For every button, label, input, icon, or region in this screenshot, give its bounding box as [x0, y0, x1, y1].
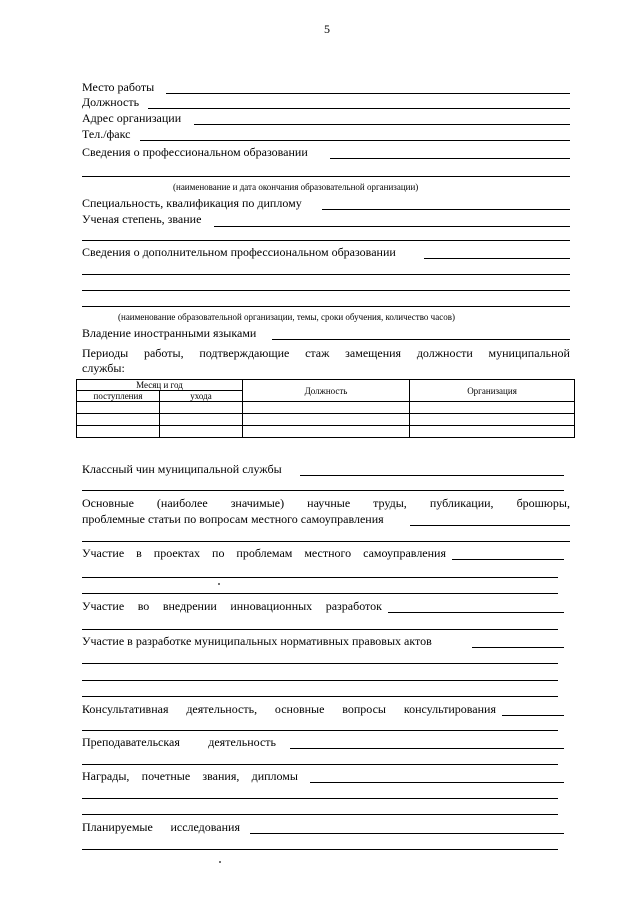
phone-fax-field[interactable]	[140, 140, 570, 141]
label-legal-acts: Участие в разработке муниципальных нормативных правовых актов	[82, 634, 432, 648]
projects-word-3: проектах	[153, 546, 201, 560]
works-word-6: публикации,	[429, 496, 494, 510]
research-field-2[interactable]	[82, 849, 558, 850]
table-cell[interactable]	[77, 402, 160, 414]
label-org-address: Адрес организации	[82, 111, 182, 125]
awards-word-1: Награды,	[82, 769, 130, 783]
consulting-word-1: Консультативная	[82, 702, 169, 716]
table-cell[interactable]	[160, 414, 243, 426]
table-cell[interactable]	[77, 414, 160, 426]
consulting-word-3: основные	[274, 702, 325, 716]
class-rank-field[interactable]	[300, 475, 564, 476]
scan-speck	[219, 861, 221, 863]
label-additional-education: Сведения о дополнительном профессиональном образовании	[82, 245, 396, 259]
label-awards	[82, 769, 298, 784]
works-word-5: труды,	[373, 496, 407, 510]
works-word-4: научные	[307, 496, 351, 510]
label-prof-education: Сведения о профессиональном образовании	[82, 145, 308, 159]
th-start: поступления	[77, 391, 160, 402]
table-cell[interactable]	[243, 402, 410, 414]
additional-education-field[interactable]	[424, 258, 570, 259]
org-address-field[interactable]	[194, 124, 570, 125]
periods-word-1: Периоды	[82, 346, 129, 360]
periods-word-5: замещения	[345, 346, 402, 360]
label-periods-line2: службы:	[82, 361, 125, 375]
teaching-word-1: Преподавательская	[82, 735, 180, 749]
consulting-word-4: вопросы	[342, 702, 386, 716]
degree-field-2[interactable]	[82, 240, 570, 241]
projects-word-7: самоуправления	[363, 546, 446, 560]
legal-acts-field[interactable]	[472, 647, 564, 648]
additional-education-field-4[interactable]	[82, 306, 570, 307]
th-position: Должность	[243, 380, 410, 402]
work-periods-table	[76, 379, 575, 438]
innovations-word-2: во	[137, 599, 150, 613]
research-field[interactable]	[250, 833, 564, 834]
periods-word-4: стаж	[305, 346, 330, 360]
label-consulting	[82, 702, 496, 717]
periods-word-6: должности	[416, 346, 473, 360]
projects-field[interactable]	[452, 559, 564, 560]
table-row	[77, 402, 575, 414]
table-cell[interactable]	[243, 414, 410, 426]
table-cell[interactable]	[410, 414, 575, 426]
consulting-field[interactable]	[502, 715, 564, 716]
teaching-field[interactable]	[290, 748, 564, 749]
table-header-row	[77, 380, 575, 391]
label-degree: Ученая степень, звание	[82, 212, 202, 226]
table-cell[interactable]	[410, 426, 575, 438]
table-row	[77, 414, 575, 426]
works-word-7: брошюры,	[516, 496, 570, 510]
works-word-3: значимые)	[230, 496, 285, 510]
th-month-year: Месяц и год	[77, 380, 243, 391]
label-works-line2: проблемные статьи по вопросам местного самоуправления	[82, 512, 384, 526]
innovations-word-1: Участие	[82, 599, 125, 613]
innovations-field-2[interactable]	[82, 629, 558, 630]
label-specialty: Специальность, квалификация по диплому	[82, 196, 302, 210]
label-class-rank: Классный чин муниципальной службы	[82, 462, 282, 476]
legal-acts-field-3[interactable]	[82, 680, 558, 681]
th-organization: Организация	[410, 380, 575, 402]
teaching-field-2[interactable]	[82, 764, 558, 765]
awards-word-2: почетные	[141, 769, 191, 783]
label-periods	[82, 346, 570, 361]
workplace-field[interactable]	[166, 93, 570, 94]
table-cell[interactable]	[160, 402, 243, 414]
prof-education-hint: (наименование и дата окончания образовательной организации)	[173, 182, 419, 192]
projects-word-4: по	[212, 546, 225, 560]
additional-education-field-3[interactable]	[82, 290, 570, 291]
works-word-2: (наиболее	[156, 496, 208, 510]
additional-education-hint: (наименование образовательной организации, темы, сроки обучения, количество часов)	[118, 312, 455, 322]
innovations-word-4: инновационных	[230, 599, 313, 613]
additional-education-field-2[interactable]	[82, 274, 570, 275]
label-teaching	[82, 735, 276, 750]
projects-word-6: местного	[304, 546, 352, 560]
awards-field-2[interactable]	[82, 798, 558, 799]
innovations-word-5: разработок	[325, 599, 382, 613]
table-row	[77, 426, 575, 438]
th-end: ухода	[160, 391, 243, 402]
projects-field-2[interactable]	[82, 577, 558, 578]
label-phone-fax: Тел./факс	[82, 127, 131, 141]
projects-field-3[interactable]	[82, 593, 558, 594]
innovations-field[interactable]	[388, 612, 564, 613]
teaching-word-2: деятельность	[208, 735, 276, 749]
legal-acts-field-2[interactable]	[82, 663, 558, 664]
research-word-2: исследования	[170, 820, 240, 834]
class-rank-field-2[interactable]	[82, 490, 564, 491]
languages-field[interactable]	[272, 339, 570, 340]
label-workplace: Место работы	[82, 80, 155, 94]
projects-word-2: в	[136, 546, 142, 560]
table-cell[interactable]	[410, 402, 575, 414]
prof-education-field-2[interactable]	[82, 176, 570, 177]
table-cell[interactable]	[243, 426, 410, 438]
consulting-field-2[interactable]	[82, 730, 558, 731]
innovations-word-3: внедрении	[162, 599, 217, 613]
label-innovations	[82, 599, 382, 614]
works-field[interactable]	[410, 525, 570, 526]
label-projects	[82, 546, 446, 561]
label-position: Должность	[82, 95, 140, 109]
periods-word-7: муниципальной	[488, 346, 570, 360]
awards-word-3: звания,	[202, 769, 240, 783]
position-field[interactable]	[148, 108, 570, 109]
degree-field[interactable]	[214, 226, 570, 227]
works-field-2[interactable]	[82, 541, 570, 542]
table-cell[interactable]	[77, 426, 160, 438]
works-word-1: Основные	[82, 496, 134, 510]
projects-word-1: Участие	[82, 546, 125, 560]
label-works	[82, 496, 570, 511]
projects-word-5: проблемам	[236, 546, 293, 560]
awards-word-4: дипломы	[251, 769, 298, 783]
table-cell[interactable]	[160, 426, 243, 438]
prof-education-field[interactable]	[330, 158, 570, 159]
legal-acts-field-4[interactable]	[82, 696, 558, 697]
awards-field[interactable]	[310, 782, 564, 783]
label-languages: Владение иностранными языками	[82, 326, 257, 340]
awards-field-3[interactable]	[82, 814, 558, 815]
consulting-word-5: консультирования	[403, 702, 496, 716]
periods-word-3: подтверждающие	[199, 346, 290, 360]
scan-speck	[218, 583, 220, 585]
page-number: 5	[324, 22, 330, 36]
specialty-field[interactable]	[322, 209, 570, 210]
periods-word-2: работы,	[143, 346, 184, 360]
consulting-word-2: деятельность,	[186, 702, 258, 716]
research-word-1: Планируемые	[82, 820, 153, 834]
label-research	[82, 820, 240, 835]
